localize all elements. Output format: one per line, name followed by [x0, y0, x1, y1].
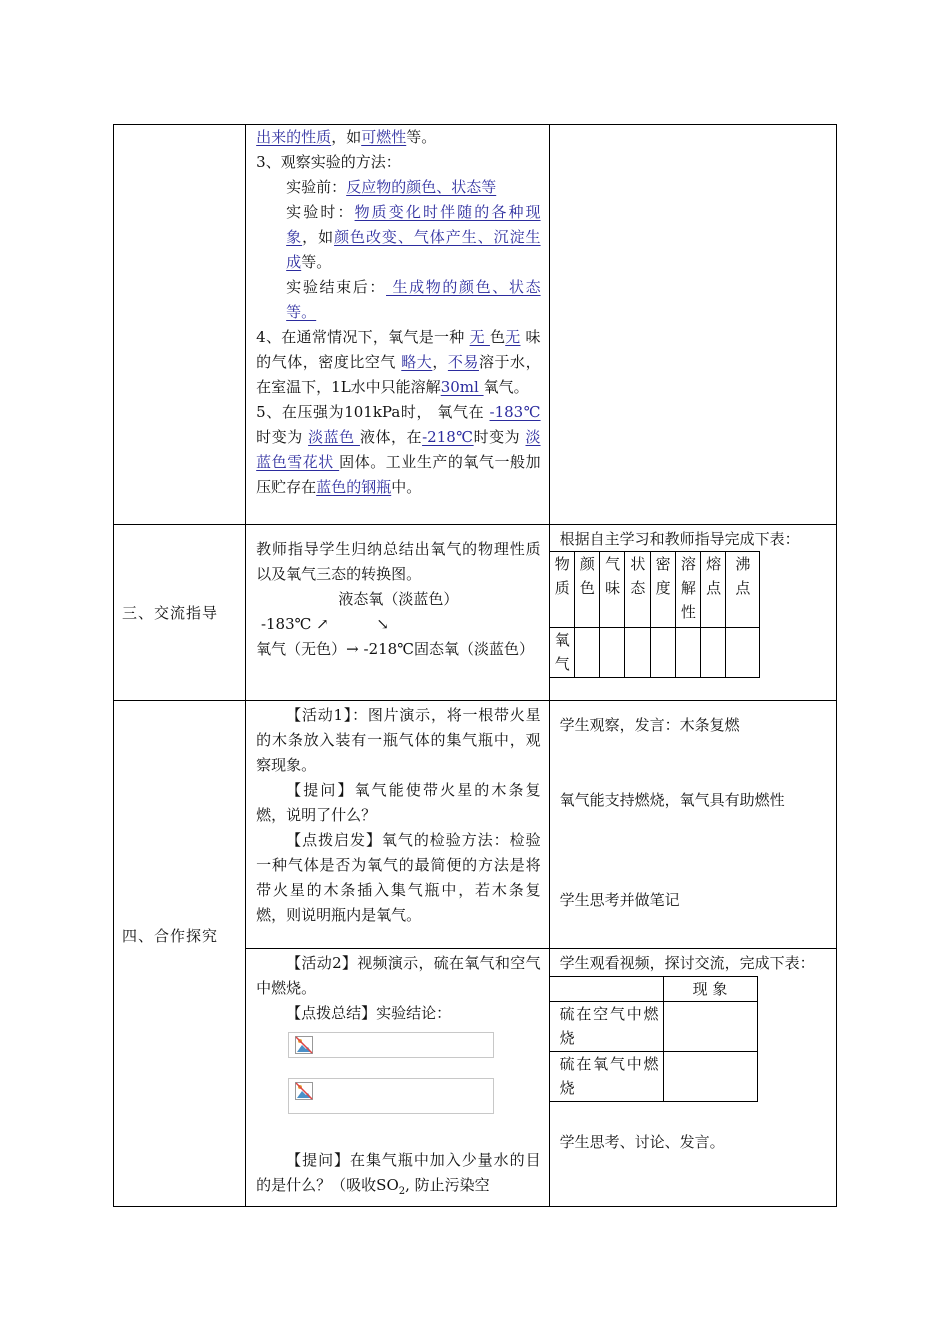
section-cell-empty — [114, 125, 246, 525]
answer-blank: 略大 — [401, 353, 433, 371]
answer-blank: 蓝色的钢瓶 — [316, 478, 392, 496]
row-cooperative-inquiry-1 — [114, 701, 837, 949]
student-response-2: 氧气能支持燃烧，氧气具有助燃性 — [559, 791, 785, 809]
header-cell: 状态 — [625, 552, 650, 628]
header-cell: 溶解性 — [675, 552, 700, 628]
header-cell: 沸点 — [726, 552, 759, 628]
line-after: 实验结束后： 生成物的颜色、状态等。 — [286, 278, 541, 321]
diagram-arrows: -183℃ ↗ ↘ — [256, 615, 390, 633]
teacher-summary: 教师指导学生归纳总结出氧气的物理性质以及氧气三态的转换图。 — [256, 540, 541, 583]
row-sulfur-in-air: 硫在空气中燃烧 — [550, 1002, 663, 1052]
broken-image-icon — [295, 1036, 313, 1054]
empty-cell — [625, 628, 650, 678]
row-exchange-guidance — [114, 525, 837, 701]
answer-blank: 生成物的颜色、状态等。 — [286, 278, 541, 321]
empty-cell — [675, 628, 700, 678]
answer-blank: -183℃ — [489, 403, 541, 421]
student-cell — [549, 949, 836, 1207]
student-cell — [549, 525, 836, 701]
row-sulfur-in-oxygen: 硫在氧气中燃烧 — [550, 1052, 663, 1102]
student-response-1: 学生观察，发言：木条复燃 — [559, 716, 740, 734]
line-method-title: 3、观察实验的方法： — [256, 153, 401, 171]
empty-cell — [663, 1052, 757, 1102]
header-cell: 物质 — [550, 552, 575, 628]
hint-1: 【点拨启发】氧气的检验方法：检验一种气体是否为氧气的最简便的方法是将带火星的木条插入集气瓶中，若木条复燃，则说明瓶内是氧气。 — [256, 831, 541, 924]
answer-blank: 无 — [469, 328, 490, 346]
answer-blank: 出来的性质 — [256, 128, 332, 146]
header-cell: 颜色 — [574, 552, 599, 628]
student-cell-empty — [549, 125, 836, 525]
empty-cell — [574, 628, 599, 678]
activity-1: 【活动1】：图片演示，将一根带火星的木条放入装有一瓶气体的集气瓶中，观察现象。 — [256, 706, 541, 774]
student-response-4: 学生思考、讨论、发言。 — [559, 1133, 725, 1151]
section-title: 四、合作探究 — [114, 701, 246, 1207]
answer-blank: 淡蓝色雪花状 — [256, 428, 541, 471]
answer-blank: 反应物的颜色、状态等 — [346, 178, 497, 196]
diagram-gas-solid: 氧气（无色）→ -218℃固态氧（淡蓝色） — [256, 640, 534, 658]
empty-cell — [726, 628, 759, 678]
answer-blank: -218℃ — [422, 428, 474, 446]
teacher-content-cell — [246, 525, 549, 701]
teacher-content-cell — [246, 949, 549, 1207]
diagram-liquid-oxygen: 液态氧（淡蓝色） — [338, 590, 459, 608]
answer-blank: 30ml — [440, 378, 484, 396]
student-response-3: 学生思考并做笔记 — [559, 891, 680, 909]
answer-blank: 无 — [505, 328, 521, 346]
row-observation-methods — [114, 125, 837, 525]
lesson-plan-table — [113, 124, 837, 1207]
header-cell: 密度 — [650, 552, 675, 628]
teacher-content-cell — [246, 701, 549, 949]
summary-title: 【点拨总结】实验结论： — [286, 1004, 452, 1022]
activity-2: 【活动2】视频演示，硫在氧气和空气中燃烧。 — [256, 954, 541, 997]
image-placeholder-2 — [288, 1078, 493, 1114]
empty-cell — [650, 628, 675, 678]
line-before: 实验前：反应物的颜色、状态等 — [286, 178, 497, 196]
line-during: 实验时：物质变化时伴随的各种现象，如颜色改变、气体产生、沉淀生成等。 — [286, 203, 541, 271]
teacher-content-cell — [246, 125, 549, 525]
answer-blank: 颜色改变、气体产生、沉淀生成 — [286, 228, 541, 271]
student-cell — [549, 701, 836, 949]
sulfur-combustion-table — [550, 976, 758, 1102]
answer-blank: 不易 — [447, 353, 479, 371]
line-oxygen-properties: 4、在通常情况下，氧气是一种 无 色无 味的气体，密度比空气 略大，不易溶于水，在室温下，1L水中只能溶解30ml 氧气。 — [256, 328, 541, 396]
answer-blank: 淡蓝色 — [308, 428, 360, 446]
empty-cell — [663, 1002, 757, 1052]
line-properties: 出来的性质，如可燃性等。 — [256, 128, 437, 146]
broken-image-icon — [295, 1082, 313, 1100]
property-table — [550, 551, 760, 678]
section-title: 三、交流指导 — [114, 525, 246, 701]
answer-blank: 可燃性 — [361, 128, 407, 146]
phenomenon-header: 现 象 — [663, 977, 757, 1002]
question-1: 【提问】氧气能使带火星的木条复燃，说明了什么？ — [256, 781, 541, 824]
empty-cell — [600, 628, 625, 678]
header-cell: 熔点 — [700, 552, 725, 628]
student-instruction: 学生观看视频，探讨交流，完成下表： — [559, 954, 815, 972]
question-2: 【提问】在集气瓶中加入少量水的目的是什么？（吸收$SO_2$, 防止污染空 — [256, 1151, 541, 1197]
line-oxygen-states: 5、在压强为101kPa时， 氧气在 -183℃ 时变为 淡蓝色 液体，在-218℃时变为 淡蓝色雪花状 固体。工业生产的氧气一般加压贮存在蓝色的钢瓶中。 — [256, 403, 541, 496]
student-instruction: 根据自主学习和教师指导完成下表： — [559, 530, 800, 548]
image-placeholder-1 — [288, 1032, 493, 1058]
empty-header-cell — [550, 977, 663, 1002]
empty-cell — [700, 628, 725, 678]
header-cell: 气味 — [600, 552, 625, 628]
lesson-plan-page — [113, 124, 837, 1207]
answer-blank: 物质变化时伴随的各种现象 — [286, 203, 541, 246]
row-label-cell: 氧气 — [550, 628, 575, 678]
